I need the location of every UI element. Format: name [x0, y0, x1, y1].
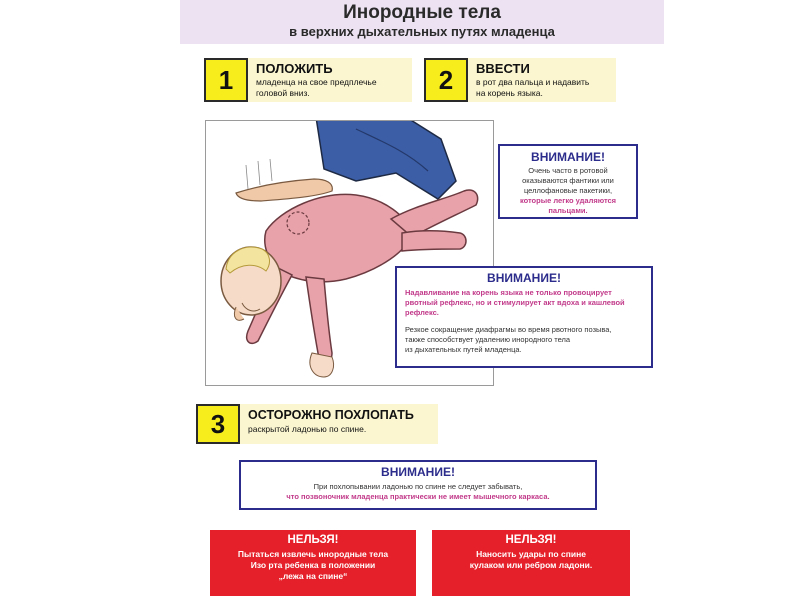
step-1: [204, 58, 412, 102]
step-2-number: 2: [424, 58, 468, 102]
attention-1-text: Очень часто в ротовой оказываются фантики или целлофановые пакетики, которые легко удаляются пальцами.: [519, 166, 617, 215]
step-3-heading: ОСТОРОЖНО ПОХЛОПАТЬ: [248, 408, 414, 422]
prohibition-box-1: [210, 530, 416, 596]
attention-2-title: ВНИМАНИЕ!: [487, 271, 561, 285]
prohibition-1-title: НЕЛЬЗЯ!: [287, 534, 339, 546]
title-banner: [180, 0, 664, 44]
attention-1-title: ВНИМАНИЕ!: [531, 150, 605, 164]
prohibition-2-title: НЕЛЬЗЯ!: [505, 534, 557, 546]
attention-box-3: [239, 460, 597, 510]
step-3-text: раскрытой ладонью по спине.: [248, 424, 367, 434]
attention-3-text: При похлопывании ладонью по спине не следует забывать, что позвоночник младенца практически не имеет мышечного каркаса.: [286, 482, 550, 501]
step-3-number: 3: [196, 404, 240, 444]
page-title: Инородные тела: [343, 2, 501, 23]
step-1-text: младенца на свое предплечье головой вниз.: [256, 77, 377, 98]
step-1-number: 1: [204, 58, 248, 102]
attention-2-text: Надавливание на корень языка не только провоцирует рвотный рефлекс, но и стимулирует акт вдоха и кашлевой рефлекс. Резкое сокращение диафрагмы во время рвотного позыва, также способствует удалению инородного тела из дыхательных путей младенца.: [405, 288, 625, 354]
step-1-heading: ПОЛОЖИТЬ: [256, 61, 333, 76]
step-2: [424, 58, 616, 102]
prohibition-1-text: Пытаться извлечь инородные тела Изо рта ребенка в положении „лежа на спине“: [237, 549, 389, 581]
step-2-text: в рот два пальца и надавить на корень языка.: [476, 77, 590, 98]
step-3: [196, 404, 438, 444]
page-subtitle: в верхних дыхательных путях младенца: [289, 24, 555, 39]
attention-3-title: ВНИМАНИЕ!: [381, 465, 455, 479]
step-2-heading: ВВЕСТИ: [476, 61, 530, 76]
prohibition-2-text: Наносить удары по спине кулаком или ребром ладони.: [469, 549, 593, 570]
attention-box-2: [395, 266, 653, 368]
prohibition-box-2: [432, 530, 630, 596]
attention-box-1: [498, 144, 638, 219]
